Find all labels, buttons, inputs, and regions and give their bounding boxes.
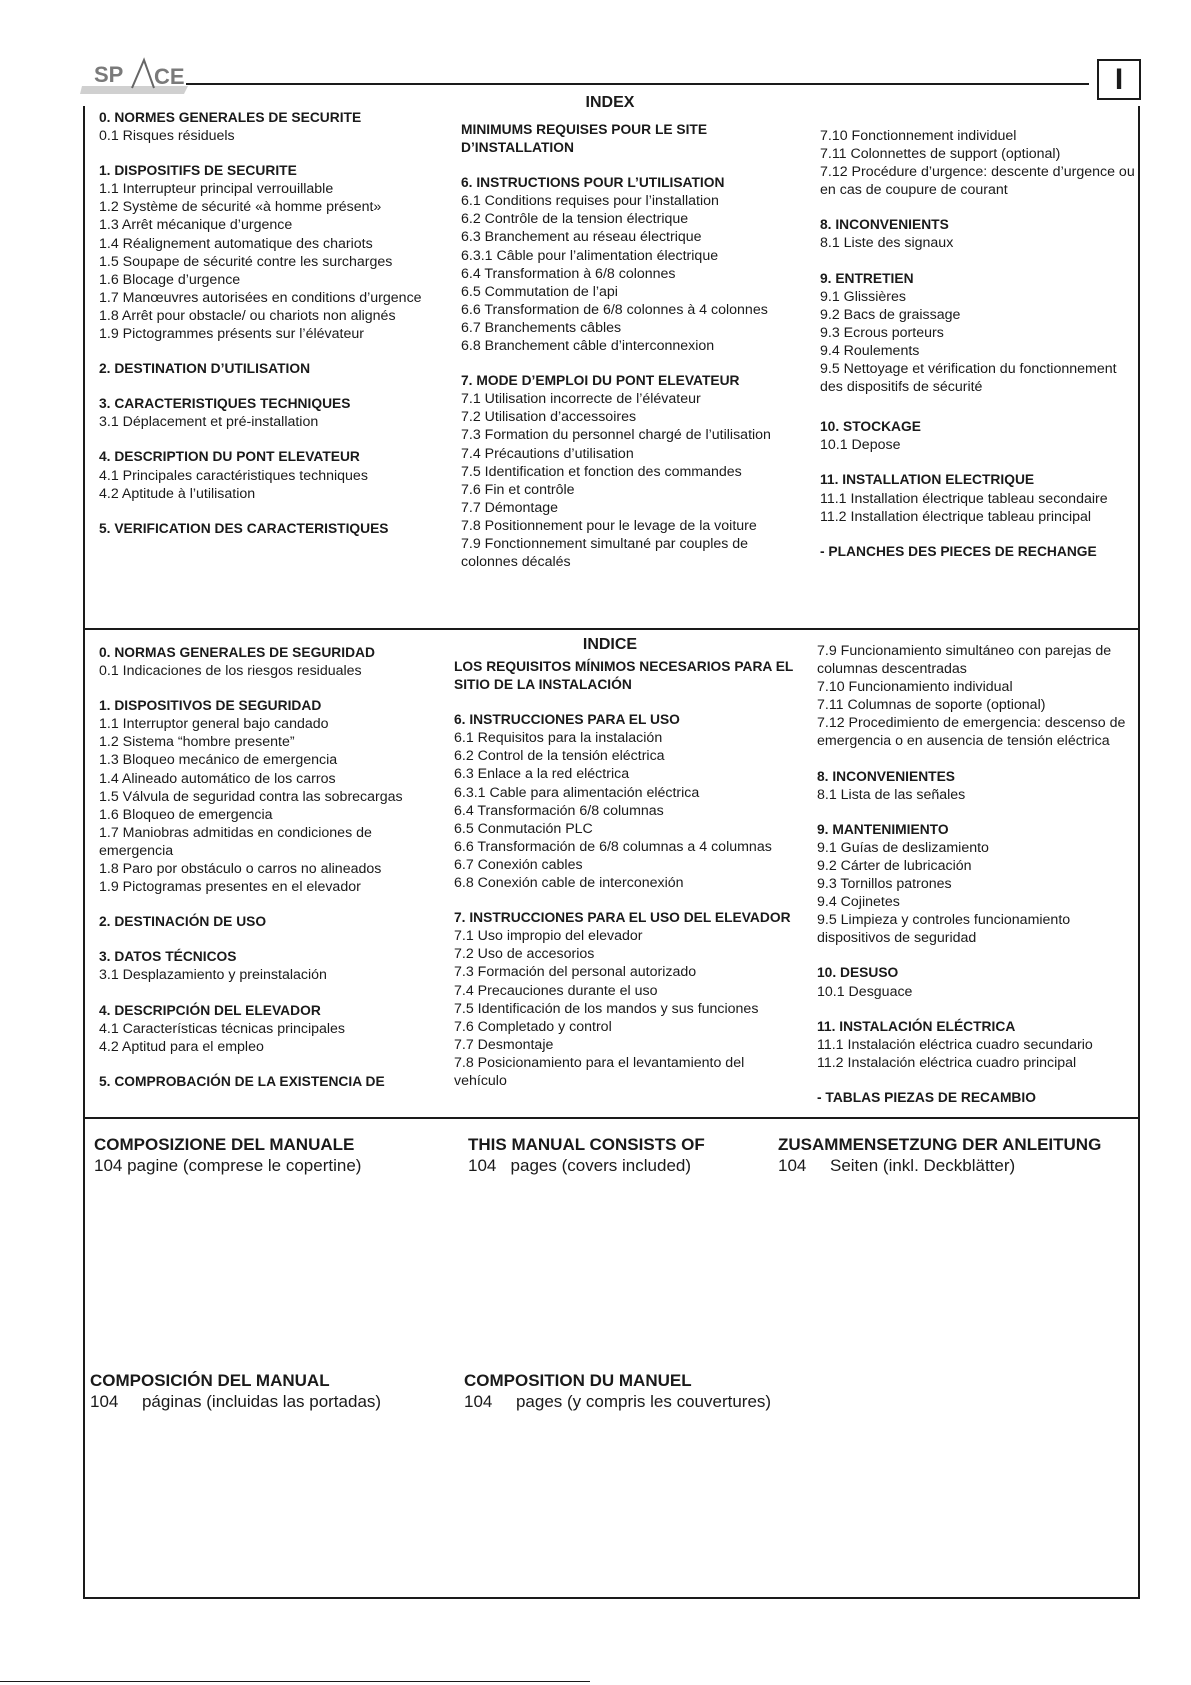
index-entry: 7.6 Fin et contrôle — [461, 481, 575, 498]
index-entry: 6.2 Contrôle de la tension électrique — [461, 211, 689, 228]
index-entry: 9.5 Nettoyage et vérification du fonctionnement des dispositifs de sécurité — [820, 361, 1117, 396]
index-entry: 9.4 Cojinetes — [817, 894, 900, 911]
index-column-es-2 — [454, 658, 800, 1090]
index-entry: 7.6 Completado y control — [454, 1018, 612, 1035]
spacer — [99, 896, 417, 913]
index-heading: 8. INCONVENIENTS — [820, 217, 949, 233]
index-heading: 2. DESTINATION D’UTILISATION — [99, 361, 311, 377]
index-heading: 8. INCONVENIENTES — [817, 768, 955, 784]
index-heading: 10. DESUSO — [817, 965, 899, 981]
spacer — [99, 931, 417, 948]
index-entry: 9.1 Glissières — [820, 288, 906, 305]
index-column-es-1 — [99, 644, 417, 1091]
spacer — [820, 199, 1138, 216]
index-entry: 7.4 Précautions d’utilisation — [461, 445, 634, 462]
index-entry: 7.5 Identification et fonction des commandes — [461, 463, 742, 480]
index-entry: 1.2 Système de sécurité «à homme présent» — [99, 199, 382, 216]
index-heading: 6. INSTRUCCIONES PARA EL USO — [454, 712, 680, 728]
index-entry: 6.3 Enlace a la red eléctrica — [454, 766, 630, 783]
spacer — [99, 1056, 417, 1073]
section-divider-es-composition — [83, 1117, 1140, 1119]
index-heading: 11. INSTALLATION ELECTRIQUE — [820, 472, 1035, 488]
index-entry: 1.1 Interruptor general bajo candado — [99, 716, 329, 733]
index-heading: 2. DESTINACIÓN DE USO — [99, 914, 267, 930]
index-entry: 6.3 Branchement au réseau électrique — [461, 229, 702, 246]
spacer — [817, 751, 1135, 768]
composition-title: COMPOSIZIONE DEL MANUALE — [94, 1135, 355, 1154]
index-heading: 4. DESCRIPCIÓN DEL ELEVADOR — [99, 1002, 321, 1018]
index-entry: 4.2 Aptitud para el empleo — [99, 1038, 264, 1055]
index-entry: 0.1 Indicaciones de los riesgos residuales — [99, 663, 362, 680]
composition-it — [94, 1134, 361, 1177]
svg-text:SP: SP — [94, 62, 124, 87]
index-entry: 7.7 Desmontaje — [454, 1036, 554, 1053]
index-heading: - PLANCHES DES PIECES DE RECHANGE — [820, 543, 1097, 559]
spacer — [99, 431, 429, 448]
spacer — [99, 343, 429, 360]
composition-pages: 104 pages (y compris les couvertures) — [464, 1392, 772, 1411]
spacer — [99, 680, 417, 697]
index-entry: 3.1 Desplazamiento y preinstalación — [99, 967, 327, 984]
index-heading: 10. STOCKAGE — [820, 419, 921, 435]
index-entry: 11.2 Instalación eléctrica cuadro principal — [817, 1054, 1077, 1071]
index-entry: 11.1 Installation électrique tableau secondaire — [820, 490, 1108, 507]
index-entry: 7.4 Precauciones durante el uso — [454, 982, 658, 999]
spacer — [820, 454, 1138, 471]
index-column-fr-2 — [461, 121, 793, 571]
index-entry: 7.8 Posicionamiento para el levantamiento del vehículo — [454, 1054, 745, 1089]
space-logo-graphic — [80, 52, 190, 102]
index-entry: 1.4 Réalignement automatique des chariots — [99, 235, 373, 252]
index-heading: 9. MANTENIMIENTO — [817, 821, 949, 837]
index-entry: 1.8 Arrêt pour obstacle/ ou chariots non alignés — [99, 307, 396, 324]
composition-title: ZUSAMMENSETZUNG DER ANLEITUNG — [778, 1135, 1102, 1154]
index-entry: 6.8 Conexión cable de interconexión — [454, 875, 684, 892]
space-logo — [80, 52, 190, 102]
spacer — [99, 378, 429, 395]
index-heading: 1. DISPOSITIFS DE SECURITE — [99, 163, 297, 179]
index-heading: 0. NORMAS GENERALES DE SEGURIDAD — [99, 645, 375, 660]
index-entry: 7.5 Identificación de los mandos y sus funciones — [454, 1000, 759, 1017]
index-heading: 9. ENTRETIEN — [820, 270, 914, 286]
section-divider-fr-es — [83, 628, 1140, 630]
spacer — [454, 694, 800, 711]
index-entry: 6.7 Branchements câbles — [461, 319, 622, 336]
index-entry: 7.2 Utilisation d’accessoires — [461, 409, 637, 426]
index-entry: 7.9 Fonctionnement simultané par couples de colonnes décalés — [461, 535, 749, 571]
index-heading: 7. MODE D’EMPLOI DU PONT ELEVATEUR — [461, 373, 740, 389]
composition-pages: 104 pages (covers included) — [468, 1156, 692, 1175]
index-entry: 6.4 Transformación 6/8 columnas — [454, 802, 664, 819]
spacer — [461, 157, 793, 174]
spacer — [820, 526, 1138, 543]
spacer — [454, 892, 800, 909]
spacer — [461, 355, 793, 372]
composition-title: COMPOSITION DU MANUEL — [464, 1371, 692, 1390]
index-column-es-3 — [817, 642, 1135, 1107]
index-heading: LOS REQUISITOS MÍNIMOS NECESARIOS PARA EL SITIO DE LA INSTALACIÓN — [454, 659, 794, 693]
spacer — [820, 253, 1138, 270]
index-entry: 1.7 Manœuvres autorisées en conditions d’urgence — [99, 289, 422, 306]
index-entry: 4.2 Aptitude à l’utilisation — [99, 485, 256, 502]
index-entry: 11.2 Installation électrique tableau principal — [820, 508, 1092, 525]
index-entry: 7.10 Fonctionnement individuel — [820, 128, 1017, 144]
spacer — [99, 145, 429, 162]
index-entry: 9.3 Tornillos patrones — [817, 876, 952, 893]
index-entry: 7.12 Procedimiento de emergencia: descenso de emergencia o en ausencia de tensión eléctrica — [817, 715, 1126, 750]
index-entry: 9.3 Ecrous porteurs — [820, 324, 944, 341]
index-entry: 6.5 Commutation de l’api — [461, 283, 618, 300]
index-entry: 6.3.1 Câble pour l’alimentation électrique — [461, 247, 719, 264]
composition-pages: 104 Seiten (inkl. Deckblätter) — [778, 1156, 1016, 1175]
index-entry: 6.1 Requisitos para la instalación — [454, 730, 663, 747]
index-heading: 7. INSTRUCCIONES PARA EL USO DEL ELEVADOR — [454, 910, 791, 926]
index-entry: 9.5 Limpieza y controles funcionamiento dispositivos de seguridad — [817, 912, 1071, 947]
index-entry: 7.12 Procédure d’urgence: descente d’urgence ou en cas de coupure de courant — [820, 164, 1135, 199]
index-entry: 7.1 Utilisation incorrecte de l’élévateur — [461, 391, 701, 408]
index-entry: 7.11 Columnas de soporte (optional) — [817, 697, 1046, 714]
index-heading: 1. DISPOSITIVOS DE SEGURIDAD — [99, 698, 322, 714]
index-heading: MINIMUMS REQUISES POUR LE SITE D’INSTALLATION — [461, 122, 708, 156]
index-entry: 7.9 Funcionamiento simultáneo con parejas de columnas descentradas — [817, 643, 1112, 678]
index-entry: 4.1 Características técnicas principales — [99, 1020, 346, 1037]
index-entry: 7.3 Formation du personnel chargé de l’utilisation — [461, 427, 771, 444]
index-entry: 7.10 Funcionamiento individual — [817, 679, 1013, 696]
index-title-fr: INDEX — [585, 94, 635, 111]
index-entry: 0.1 Risques résiduels — [99, 128, 235, 145]
index-entry: 6.1 Conditions requises pour l’installation — [461, 193, 719, 210]
index-entry: 1.7 Maniobras admitidas en condiciones de emergencia — [99, 824, 372, 859]
index-entry: 1.1 Interrupteur principal verrouillable — [99, 181, 334, 198]
index-entry: 7.7 Démontage — [461, 499, 559, 516]
spacer — [817, 1072, 1135, 1089]
index-column-fr-3 — [820, 127, 1138, 561]
index-entry: 1.2 Sistema “hombre presente” — [99, 734, 295, 751]
index-heading: 3. CARACTERISTIQUES TECHNIQUES — [99, 396, 351, 412]
index-entry: 6.8 Branchement câble d’interconnexion — [461, 338, 715, 355]
composition-pages: 104 pagine (comprese le copertine) — [94, 1156, 362, 1175]
composition-es — [90, 1370, 381, 1413]
composition-en — [468, 1134, 705, 1177]
index-entry: 1.5 Soupape de sécurité contre les surcharges — [99, 253, 393, 270]
index-heading: 11. INSTALACIÓN ELÉCTRICA — [817, 1018, 1016, 1034]
index-entry: 1.5 Válvula de seguridad contra las sobrecargas — [99, 788, 403, 805]
index-entry: 10.1 Depose — [820, 437, 901, 454]
index-entry: 6.3.1 Cable para alimentación eléctrica — [454, 784, 700, 801]
index-entry: 1.9 Pictogramas presentes en el elevador — [99, 879, 361, 896]
index-entry: 9.4 Roulements — [820, 342, 920, 359]
index-entry: 1.9 Pictogrammes présents sur l’élévateur — [99, 326, 364, 343]
footer-rule — [0, 1681, 590, 1682]
index-entry: 1.6 Bloqueo de emergencia — [99, 806, 273, 823]
index-heading: 4. DESCRIPTION DU PONT ELEVATEUR — [99, 449, 360, 465]
index-heading: - TABLAS PIEZAS DE RECAMBIO — [817, 1089, 1036, 1105]
index-heading: 6. INSTRUCTIONS POUR L’UTILISATION — [461, 175, 725, 191]
index-entry: 1.8 Paro por obstáculo o carros no alineados — [99, 861, 382, 878]
index-entry: 6.2 Control de la tensión eléctrica — [454, 748, 665, 765]
index-entry: 6.6 Transformation de 6/8 colonnes à 4 colonnes — [461, 301, 768, 318]
composition-title: THIS MANUAL CONSISTS OF — [468, 1135, 705, 1154]
svg-text:CE: CE — [154, 64, 185, 89]
index-entry: 6.7 Conexión cables — [454, 856, 583, 873]
index-entry: 9.1 Guías de deslizamiento — [817, 839, 989, 856]
index-entry: 8.1 Liste des signaux — [820, 235, 954, 252]
index-entry: 7.8 Positionnement pour le levage de la voiture — [461, 517, 757, 534]
index-entry: 7.3 Formación del personal autorizado — [454, 964, 697, 981]
language-code-box: I — [1097, 59, 1141, 100]
spacer — [817, 804, 1135, 821]
index-entry: 6.4 Transformation à 6/8 colonnes — [461, 265, 676, 282]
index-heading: 0. NORMES GENERALES DE SECURITE — [99, 110, 362, 125]
index-heading: 3. DATOS TÉCNICOS — [99, 949, 237, 965]
index-entry: 11.1 Instalación eléctrica cuadro secundario — [817, 1036, 1093, 1053]
index-heading: 5. COMPROBACIÓN DE LA EXISTENCIA DE — [99, 1073, 385, 1089]
spacer — [817, 947, 1135, 964]
composition-title: COMPOSICIÓN DEL MANUAL — [90, 1371, 330, 1390]
index-entry: 1.4 Alineado automático de los carros — [99, 770, 336, 787]
index-entry: 6.5 Conmutación PLC — [454, 820, 593, 837]
index-title-es: INDICE — [582, 636, 638, 653]
index-entry: 7.11 Colonnettes de support (optional) — [820, 146, 1061, 163]
index-column-fr-1 — [99, 109, 429, 538]
index-entry: 3.1 Déplacement et pré-installation — [99, 414, 319, 431]
index-heading: 5. VERIFICATION DES CARACTERISTIQUES — [99, 520, 389, 536]
spacer — [99, 985, 417, 1002]
index-entry: 7.2 Uso de accesorios — [454, 946, 595, 963]
index-entry: 6.6 Transformación de 6/8 columnas a 4 columnas — [454, 838, 772, 855]
spacer — [820, 396, 1138, 418]
index-entry: 4.1 Principales caractéristiques techniques — [99, 467, 368, 484]
index-entry: 9.2 Bacs de graissage — [820, 306, 961, 323]
spacer — [817, 1001, 1135, 1018]
composition-de — [778, 1134, 1101, 1177]
index-entry: 9.2 Cárter de lubricación — [817, 857, 972, 874]
index-entry: 1.6 Blocage d’urgence — [99, 271, 241, 288]
index-entry: 7.1 Uso impropio del elevador — [454, 928, 643, 945]
index-entry: 10.1 Desguace — [817, 983, 913, 1000]
composition-pages: 104 páginas (incluidas las portadas) — [90, 1392, 382, 1411]
index-entry: 1.3 Arrêt mécanique d’urgence — [99, 217, 293, 234]
spacer — [99, 503, 429, 520]
index-entry: 1.3 Bloqueo mecánico de emergencia — [99, 752, 338, 769]
header-rule — [186, 83, 1089, 85]
index-entry: 8.1 Lista de las señales — [817, 786, 966, 803]
composition-fr — [464, 1370, 771, 1413]
